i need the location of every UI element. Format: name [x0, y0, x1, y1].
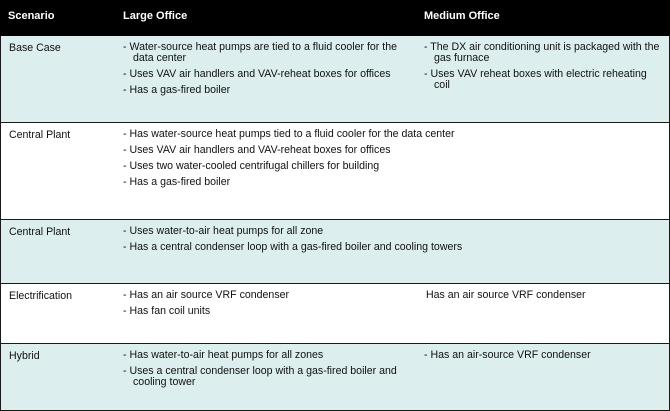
list-item: - Uses a central condenser loop with a gas-fired boiler and cooling tower	[123, 365, 397, 388]
list-item: - Has water-source heat pumps tied to a fluid cooler for the data center	[123, 128, 455, 140]
large-office-cell	[117, 36, 419, 123]
merged-office-cell	[117, 220, 670, 284]
large-office-cell	[117, 284, 419, 344]
list-item: - Water-source heat pumps are tied to a fluid cooler for the data center	[123, 41, 397, 64]
list-item: - Uses VAV reheat boxes with electric reheating coil	[424, 68, 647, 91]
table-header	[0, 0, 670, 36]
medium-office-cell	[418, 344, 670, 411]
list-item: - The DX air conditioning unit is packaged with the gas furnace	[424, 41, 660, 64]
header-medium-office: Medium Office	[424, 10, 500, 22]
list-item: - Has fan coil units	[123, 305, 211, 317]
list-item: - Uses water-to-air heat pumps for all zone	[123, 225, 324, 237]
list-item: - Uses VAV air handlers and VAV-reheat boxes for offices	[123, 144, 391, 156]
scenario-cell: Hybrid	[0, 344, 118, 411]
list-item: - Uses two water-cooled centrifugal chillers for building	[123, 160, 380, 172]
list-item: - Has a central condenser loop with a gas-fired boiler and cooling towers	[123, 241, 463, 253]
table-row	[0, 123, 670, 220]
header-scenario: Scenario	[8, 10, 55, 22]
merged-office-cell	[117, 123, 670, 220]
scenario-cell: Central Plant	[0, 220, 118, 284]
header-large-office: Large Office	[123, 10, 188, 22]
table-row	[0, 344, 670, 411]
list-item: - Has an air source VRF condenser	[123, 289, 290, 301]
list-item: - Has an air-source VRF condenser	[424, 349, 591, 361]
list-item: - Has a gas-fired boiler	[123, 176, 231, 188]
list-item: - Has water-to-air heat pumps for all zones	[123, 349, 324, 361]
medium-office-cell: Has an air source VRF condenser	[418, 284, 670, 344]
scenario-cell: Base Case	[0, 36, 118, 123]
table-row	[0, 220, 670, 284]
list-item: - Has a gas-fired boiler	[123, 84, 231, 96]
table-row	[0, 36, 670, 123]
medium-office-cell	[418, 36, 670, 123]
table-row	[0, 284, 670, 344]
scenario-cell: Electrification	[0, 284, 118, 344]
large-office-cell	[117, 344, 419, 411]
list-item: - Uses VAV air handlers and VAV-reheat boxes for offices	[123, 68, 391, 80]
scenario-cell: Central Plant	[0, 123, 118, 220]
